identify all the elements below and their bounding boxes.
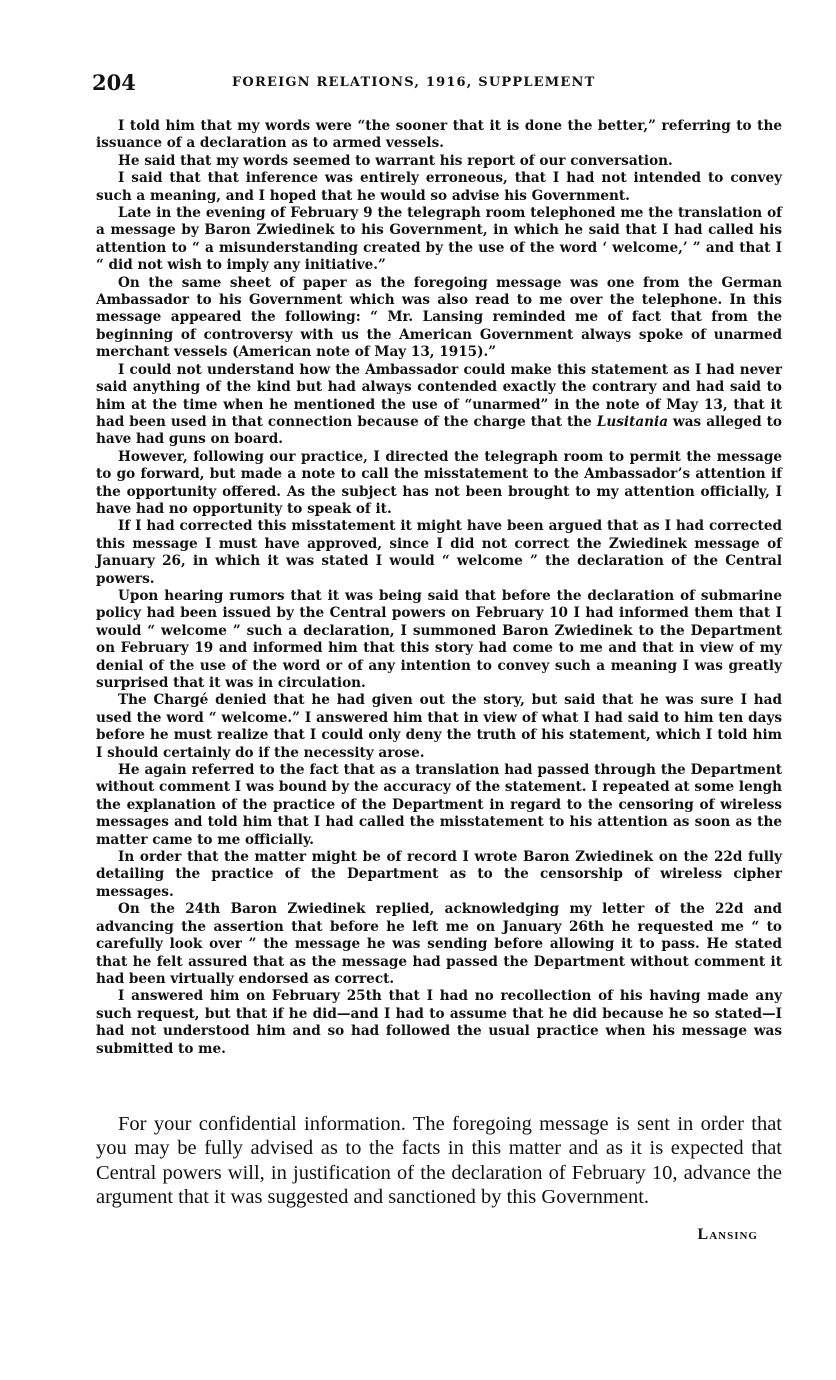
paragraph: On the 24th Baron Zwiedinek replied, acknowledging my letter of the 22d and advancing the assertion that before he left me on January 26th he requested me “ to carefully look over ” the message he was sending before allowing it to pass. He stated that he felt assured that as the message had passed the Department without comment it had been virtually endorsed as correct. bbox=[96, 901, 782, 987]
paragraph: He said that my words seemed to warrant his report of our conversation. bbox=[118, 152, 673, 169]
paragraph: Upon hearing rumors that it was being said that before the declaration of submarine policy had been issued by the Central powers on February 10 I had informed them that I would “ welcome ” such a declaration, I summoned Baron Zwiedinek to the Department on February 19 and informed him that this story had come to me and that in view of my denial of the use of the word or of any intention to convey such a meaning I was greatly surprised that it was in circulation. bbox=[96, 587, 782, 691]
paragraph-text: was alleged to have had guns on board. bbox=[96, 413, 782, 448]
paragraph: I answered him on February 25th that I had no recollection of his having made any such request, but that if he did—and I had to assume that he did because he so stated—I had not understood him and so had followed the usual practice when his message was submitted to me. bbox=[96, 988, 782, 1057]
paragraph: I told him that my words were “the sooner that it is done the better,” referring to the issuance of a declaration as to armed vessels. bbox=[96, 118, 782, 152]
paragraph: He again referred to the fact that as a translation had passed through the Department without comment I was bound by the accuracy of the statement. I repeated at some lengh the explanation of the practice of the Department in regard to the censoring of wireless messages and told him that I had called the misstatement to his attention as soon as the matter came to me officially. bbox=[96, 762, 782, 848]
paragraph: The Chargé denied that he had given out the story, but said that he was sure I had used the word “ welcome.” I answered him that in view of what I had said to him ten days before he must realize that I could only deny the truth of his statement, which I told him I should certainly do if the necessity arose. bbox=[96, 692, 782, 761]
signature: Lansing bbox=[697, 1226, 758, 1243]
quoted-message bbox=[96, 118, 782, 1058]
paragraph: However, following our practice, I directed the telegraph room to permit the message to go forward, but made a note to call the misstatement to the Ambassador’s attention if the opportunity offered. As the subject has not been brought to my attention officially, I have had no opportunity to speak of it. bbox=[96, 448, 782, 517]
closing-paragraph: For your confidential information. The foregoing message is sent in order that you may be fully advised as to the facts in this matter and as it is expected that Central powers will, in justification of the declaration of February 10, advance the argument that it was suggested and sanctioned by this Government. bbox=[96, 1113, 782, 1209]
paragraph: Late in the evening of February 9 the telegraph room telephoned me the translation of a message by Baron Zwiedinek to his Government, in which he said that I had called his attention to “ a misunderstanding created by the use of the word ‘ welcome,’ ” and that I “ did not wish to imply any initiative.” bbox=[96, 205, 782, 274]
paragraph bbox=[96, 362, 782, 449]
running-head: FOREIGN RELATIONS, 1916, SUPPLEMENT bbox=[232, 75, 596, 90]
ship-name: Lusitania bbox=[596, 413, 669, 430]
paragraph: If I had corrected this misstatement it might have been argued that as I had corrected this message I must have approved, since I did not correct the Zwiedinek message of January 26, in which it was stated I would “ welcome ” the declaration of the Central powers. bbox=[96, 518, 782, 587]
page-header bbox=[92, 70, 782, 100]
paragraph: In order that the matter might be of record I wrote Baron Zwiedinek on the 22d fully detailing the practice of the Department as to the censorship of wireless cipher messages. bbox=[96, 849, 782, 900]
closing-instruction bbox=[96, 1112, 782, 1210]
page-number: 204 bbox=[92, 70, 136, 95]
paragraph-text: I could not understand how the Ambassador could make this statement as I had never said anything of the kind but had always contended exactly the contrary and had said to him at the time when he mentioned the use of “unarmed” in the note of May 13, that it had been used in that connection because of the charge that the bbox=[96, 361, 782, 430]
paragraph: On the same sheet of paper as the foregoing message was one from the German Ambassador to his Government which was also read to me over the telephone. In this message appeared the following: “ Mr. Lansing reminded me of fact that from the beginning of controversy with us the American Government always spoke of unarmed merchant vessels (American note of May 13, 1915).” bbox=[96, 274, 782, 361]
paragraph: I said that that inference was entirely erroneous, that I had not intended to convey such a meaning, and I hoped that he would so advise his Government. bbox=[96, 170, 782, 204]
